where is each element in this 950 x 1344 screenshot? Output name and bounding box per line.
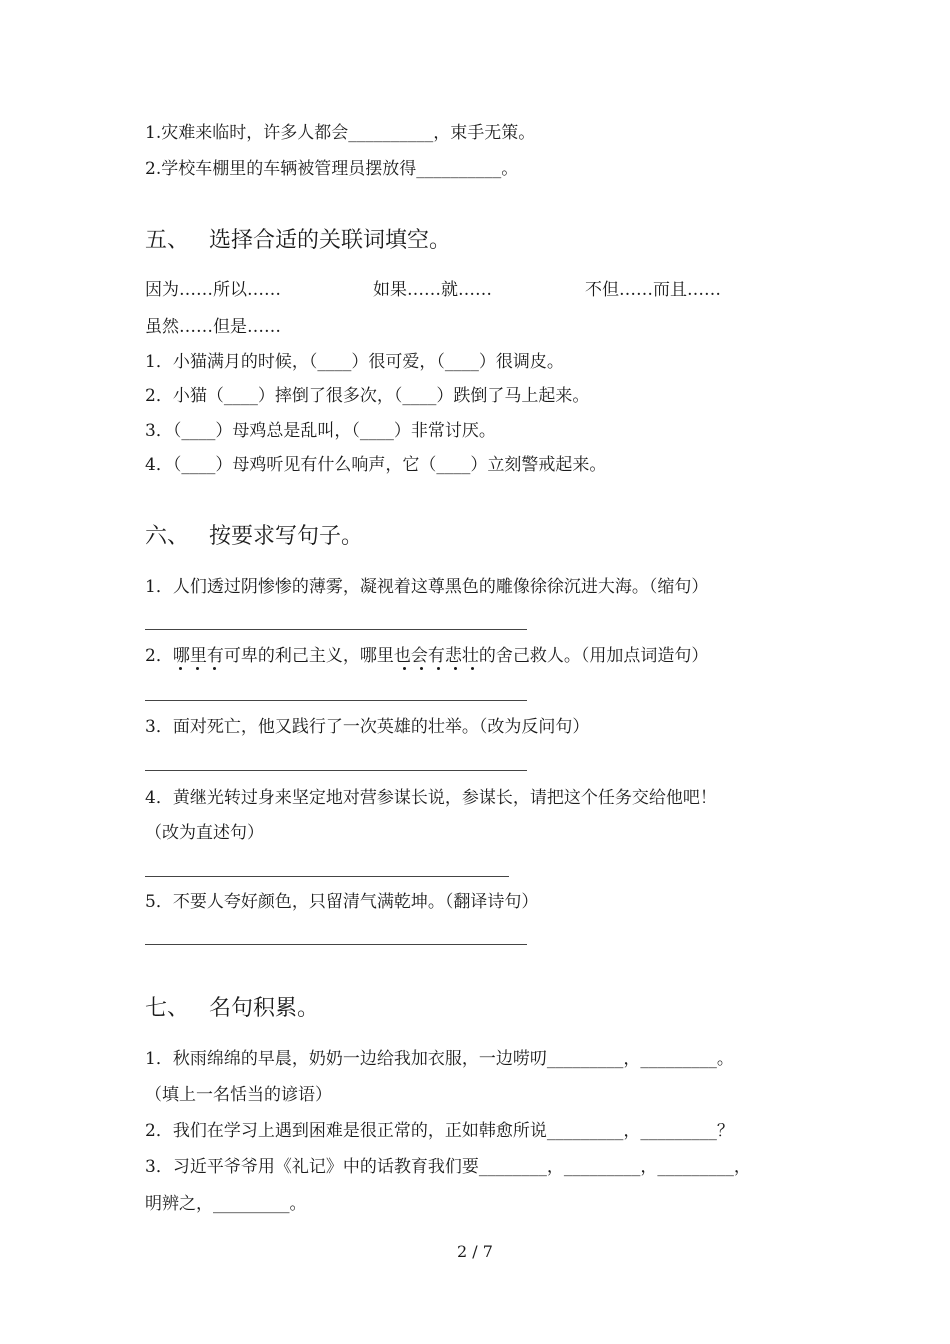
- section-title: 选择合适的关联词填空。: [209, 228, 452, 253]
- question-line: 4．（____）母鸡听见有什么响声，它（____）立刻警戒起来。: [145, 455, 607, 475]
- answer-line[interactable]: [145, 700, 527, 701]
- conjunction-option: 因为……所以……: [145, 280, 281, 300]
- section-heading: [145, 522, 363, 552]
- question-line: （填上一名恬当的谚语）: [145, 1085, 332, 1105]
- question-line: 4．黄继光转过身来坚定地对营参谋长说，参谋长，请把这个任务交给他吧！: [145, 788, 717, 808]
- question-line: 3．（____）母鸡总是乱叫，（____）非常讨厌。: [145, 421, 496, 441]
- question-line: 3．习近平爷爷用《礼记》中的话教育我们要________，_________，_________，: [145, 1157, 751, 1177]
- emphasis-dot: [454, 667, 457, 670]
- question-line: 明辨之，_________。: [145, 1194, 307, 1214]
- emphasis-dot: [213, 667, 216, 670]
- emphasis-dot: [471, 667, 474, 670]
- emphasis-dot: [179, 667, 182, 670]
- conjunction-option: 不但……而且……: [585, 280, 721, 300]
- conjunction-option: 如果……就……: [373, 280, 492, 300]
- question-line: （改为直述句）: [145, 823, 264, 843]
- answer-line[interactable]: [145, 770, 527, 771]
- question-line: 2．小猫（____）摔倒了很多次，（____）跌倒了马上起来。: [145, 386, 590, 406]
- question-line: 5．不要人夸好颜色，只留清气满乾坤。（翻译诗句）: [145, 892, 539, 912]
- conjunction-option: 虽然……但是……: [145, 317, 281, 337]
- section-number: 五、: [145, 228, 190, 253]
- question-line: 1．小猫满月的时候，（____）很可爱，（____）很调皮。: [145, 352, 564, 372]
- question-line: 2．我们在学习上遇到困难是很正常的，正如韩愈所说_________，_________？: [145, 1121, 734, 1141]
- section-title: 名句积累。: [209, 996, 320, 1021]
- emphasis-dot: [437, 667, 440, 670]
- emphasis-dot: [403, 667, 406, 670]
- answer-line[interactable]: [145, 629, 527, 630]
- section-title: 按要求写句子。: [209, 524, 364, 549]
- question-line: 2．哪里有可卑的利己主义，哪里也会有悲壮的舍己救人。（用加点词造句）: [145, 646, 709, 666]
- answer-line[interactable]: [145, 876, 509, 877]
- page-number: 2 / 7: [457, 1242, 493, 1261]
- section-heading: [145, 226, 451, 256]
- section-heading: [145, 994, 319, 1024]
- section-number: 七、: [145, 996, 190, 1021]
- answer-line[interactable]: [145, 944, 527, 945]
- question-line: 2.学校车棚里的车辆被管理员摆放得__________。: [145, 159, 519, 179]
- question-line: 1．秋雨绵绵的早晨，奶奶一边给我加衣服，一边唠叨_________，_________。: [145, 1049, 734, 1069]
- emphasis-dot: [420, 667, 423, 670]
- emphasis-dot: [196, 667, 199, 670]
- question-line: 3．面对死亡，他又践行了一次英雄的壮举。（改为反问句）: [145, 717, 590, 737]
- question-line: 1．人们透过阴惨惨的薄雾，凝视着这尊黑色的雕像徐徐沉进大海。（缩句）: [145, 577, 709, 597]
- question-line: 1.灾难来临时，许多人都会__________，束手无策。: [145, 123, 536, 143]
- section-number: 六、: [145, 524, 190, 549]
